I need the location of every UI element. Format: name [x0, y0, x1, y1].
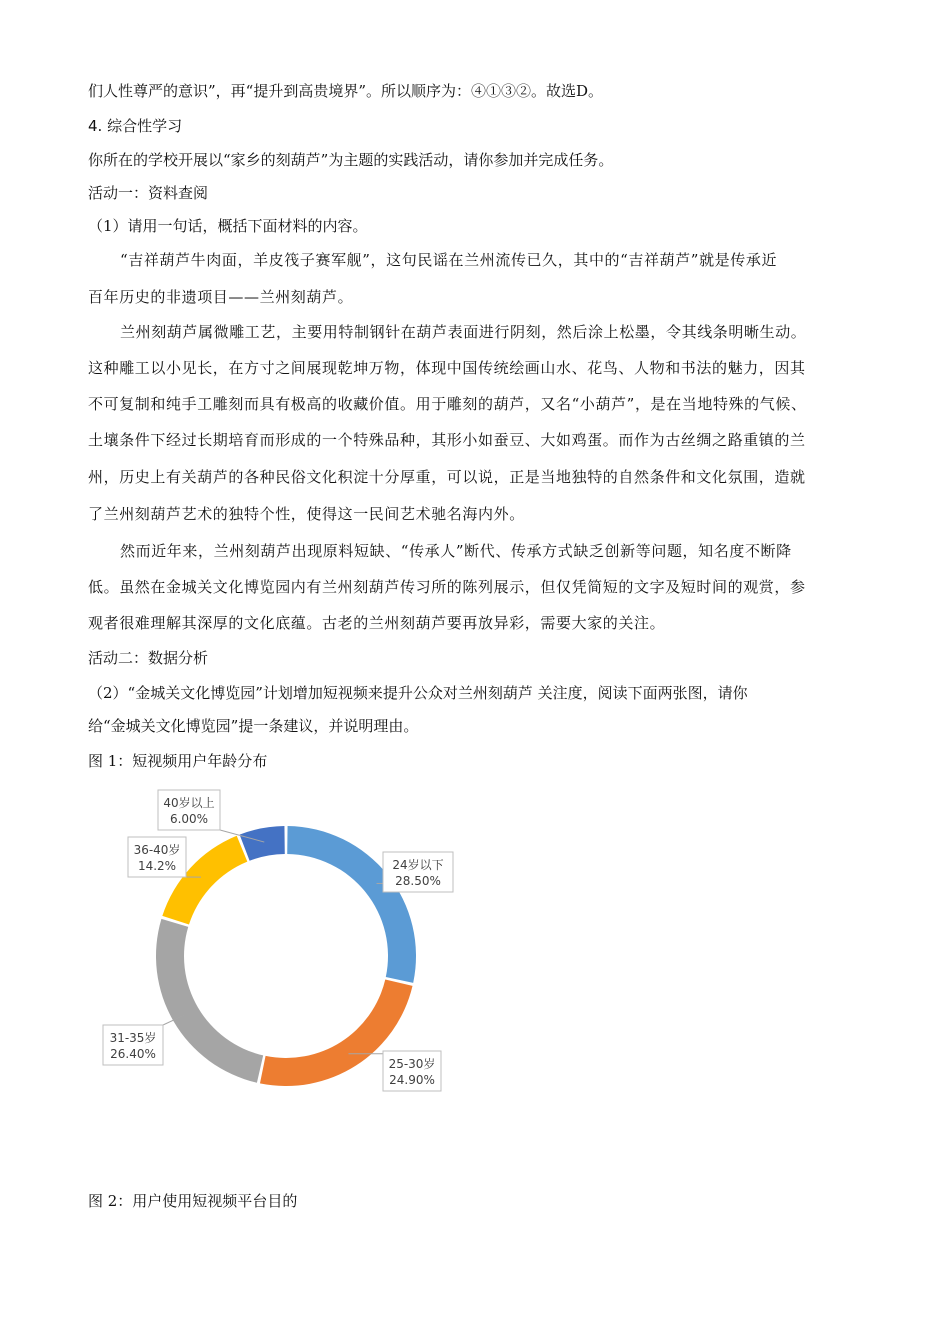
section-heading: 4. 综合性学习: [88, 117, 183, 135]
category-label: 40岁以上: [163, 796, 215, 810]
passage-line: 低。虽然在金城关文化博览园内有兰州刻葫芦传习所的陈列展示，但仅凭简短的文字及短时间的观赏，参: [88, 578, 806, 596]
passage-line: 这种雕工以小见长，在方寸之间展现乾坤万物，体现中国传统绘画山水、花鸟、人物和书法的魅力，因其: [88, 359, 806, 377]
category-label: 36-40岁: [133, 843, 181, 857]
value-label: 14.2%: [137, 859, 177, 873]
category-label: 24岁以下: [392, 858, 444, 872]
passage-line: 观者很难理解其深厚的文化底蕴。古老的兰州刻葫芦要再放异彩，需要大家的关注。: [88, 614, 666, 632]
value-label: 26.40%: [110, 1047, 156, 1061]
text-line: 们人性尊严的意识”，再“提升到高贵境界”。所以顺序为：④①③②。故选D。: [88, 82, 604, 100]
figure-caption: 图 2：用户使用短视频平台目的: [88, 1192, 298, 1210]
donut-slice-5: [240, 826, 285, 861]
value-label: 28.50%: [395, 874, 441, 888]
donut-slice-3: [156, 919, 263, 1083]
passage-line: 然而近年来，兰州刻葫芦出现原料短缺、“传承人”断代、传承方式缺乏创新等问题，知名度不断降: [120, 542, 792, 560]
passage-line: 百年历史的非遗项目——兰州刻葫芦。: [88, 288, 354, 306]
question: （1）请用一句话，概括下面材料的内容。: [88, 217, 368, 235]
activity-heading: 活动一：资料查阅: [88, 184, 209, 202]
value-label: 24.90%: [389, 1073, 435, 1087]
text-line: 你所在的学校开展以“家乡的刻葫芦”为主题的实践活动，请你参加并完成任务。: [88, 151, 614, 169]
passage-line: 了兰州刻葫芦艺术的独特个性，使得这一民间艺术驰名海内外。: [88, 505, 525, 523]
donut-slice-1: [287, 826, 416, 983]
activity-heading: 活动二：数据分析: [88, 649, 209, 667]
question: （2）“金城关文化博览园”计划增加短视频来提升公众对兰州刻葫芦 关注度，阅读下面两张图，请你: [88, 684, 748, 702]
passage-line: 不可复制和纯手工雕刻而具有极高的收藏价值。用于雕刻的葫芦，又名“小葫芦”，是在当地特殊的气候、: [88, 395, 807, 413]
passage-line: “吉祥葫芦牛肉面，羊皮筏子赛军舰”，这句民谣在兰州流传已久，其中的“吉祥葫芦”就是传承近: [120, 251, 778, 269]
category-label: 31-35岁: [109, 1031, 157, 1045]
category-label: 25-30岁: [388, 1057, 436, 1071]
passage-line: 州，历史上有关葫芦的各种民俗文化积淀十分厚重，可以说，正是当地独特的自然条件和文化氛围，造就: [88, 468, 806, 486]
passage-line: 土壤条件下经过长期培育而形成的一个特殊品种，其形小如蚕豆、大如鸡蛋。而作为古丝绸之路重镇的兰: [88, 431, 806, 449]
age-distribution-donut-chart: [88, 780, 468, 1110]
passage-line: 兰州刻葫芦属微雕工艺，主要用特制钢针在葫芦表面进行阴刻，然后涂上松墨，令其线条明晰生动。: [120, 323, 807, 341]
text-line: 给“金城关文化博览园”提一条建议，并说明理由。: [88, 717, 419, 735]
value-label: 6.00%: [169, 812, 209, 826]
figure-caption: 图 1：短视频用户年龄分布: [88, 752, 268, 770]
